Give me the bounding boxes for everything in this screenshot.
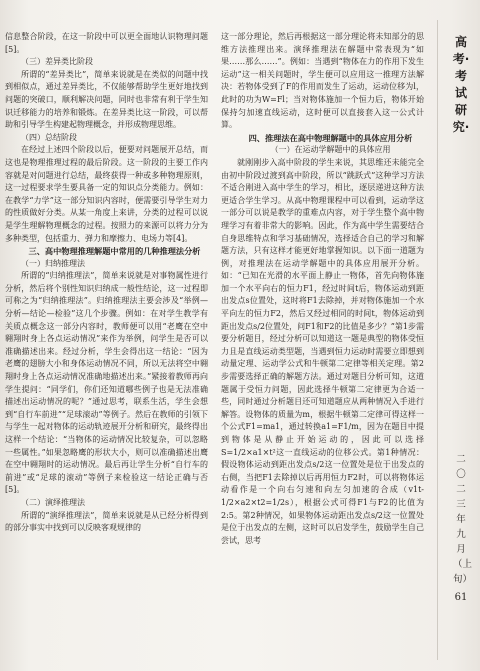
chapter-heading: 三、高中物理推理解题中常用的几种推理法分析 [28,246,201,257]
section-heading: （二）演绎推理法 [21,497,85,507]
issue-date: 二〇二三年九月（上旬） [453,454,473,585]
paragraph: 所谓的“差异类比”，简单来说就是在类似的问题中找到相似点，通过差异类比，不仅能够帮助学生更好地找到问题的突破口，顺利解决问题，同时也非常有利于学生知识迁移能力的培养和锻炼。在差异类比这一阶段，可以帮助和引导学生构建起物理概念，并形成物理思维。 [5,69,208,130]
right-column [221,31,424,547]
margin-divider [437,20,438,660]
page-number: 61 [454,592,468,603]
journal-title: 高考·考试研究· [452,35,470,134]
section-heading: （四）总结阶段 [21,132,77,142]
section-heading: （一）归纳推理法 [21,258,85,268]
paragraph: 所谓的“归纳推理法”，简单来说就是对事物属性进行分析，然后将个别性知识归纳成一般性结论，这一过程即可称之为“归纳推理法”。归纳推理法主要会涉及“举例—分析—结论—检验”这几个步骤。例如：在对学生教学有关质点概念这一部分内容时，教师便可以用“老鹰在空中翱翔时身上各点运动情况”来作为举例，问学生是否可以准确描述出来。经过分析，学生会得出这一结论：“因为老鹰的翅膀大小和身体运动情况不同，所以无法将空中翱翔时身上各点运动情况准确地描述出来。”紧接着教师再向学生提问：“同学们，你们还知道哪些例子也是无法准确描述出运动情况的呢？”通过思考，联系生活，学生会想到“自行车前进”“足球滚动”等例子。然后在教师的引领下与学生一起对物体的运动轨迹展开分析和研究，最终得出这样一个结论：“当物体的运动情况比较复杂，可以忽略一些属性。”如果忽略鹰的形状大小，则可以准确描述出鹰在空中翱翔时的运动情况。最后再让学生分析“自行车的前进”或“足球的滚动”等例子来检验这一结论正确与否[5]。 [5,271,208,495]
section-heading: （三）差异类比阶段 [21,57,93,67]
left-column [5,31,208,535]
paragraph: 在经过上述四个阶段以后，便要对问题展开总结，而这也是物理推理过程的最后阶段。这一阶段的主要工作内容就是对问题进行总结，最终获得一种或多种物理原则，这一过程要求学生要具备一定的知识点分类能力。例如：在教学“力学”这一部分知识内容时，便需要引导学生对力的性质做好分类。从某一角度上来讲，分类的过程可以说是学生理解物理概念的过程。按照力的来源可以将力分为多种类型，包括重力、弹力和摩擦力、电场力等[4]。 [5,145,208,243]
chapter-heading: 四、推理法在高中物理解题中的具体应用分析 [248,132,413,143]
paragraph: 这一部分理论，然后再根据这一部分理论将未知部分的思维方法推理出来。演绎推理法在解题中常表现为“如果……那么……”。例如：当遇到“物体在力的作用下发生运动”这一相关问题时，学生便可以应用这一推理方法解决：若物体受到了F的作用而发生了运动，运动位移为l，此时的功为W=Fl；当对物体施加一个恒力后，物体开始保持匀加速直线运动，这时便可以直接套入这一公式计算。 [221,32,424,130]
paragraph: 信息整合阶段，在这一阶段中可以更全面地认识物理问题[5]。 [5,32,208,54]
section-heading: （一）在运动学解题中的具体应用 [270,145,391,155]
paragraph: 所谓的“演绎推理法”，简单来说就是从已经分析得到的部分事实中找到可以反映客观规律的 [5,510,208,533]
side-margin [440,0,480,671]
paragraph: 就刚刚步入高中阶段的学生来说，其思维还未能完全由初中阶段过渡到高中阶段，所以“跳跃式”这种学习方法不适合刚进入高中学生的学习，相比，逐层递进这种方法更适合学生学习。从高中物理课程中可以看到，运动学这一部分可以说是教学的重难点内容，对于学生整个高中物理学习有着非常大的影响。因此，作为高中学生需要结合自身思维特点和学习基础情况，选择适合自己的学习和解题方法，只有这样才能更好地掌握知识。以下面一道题为例，对推理法在运动学解题中的具体应用展开分析。如：“已知在光滑的水平面上静止一物体，首先向物体施加一个水平向右的恒力F1，经过时间t后，物体运动到距出发点s位置处，这时将F1去除掉，并对物体施加一个水平向左的恒力F2，然后又经过相同的时间t，物体运动到距出发点s/2位置处，问F1和F2的比值是多少？”第1步需要分析题目，经过分析可以知道这一题是典型的物体受恒力且是直线运动类型题，当遇到恒力运动时需要立即想到动量定理、运动学公式和牛顿第二定律等相关定理。第2步需要选择正确的解题方法。通过对题目分析可知，这道题属于受恒力问题，因此选择牛顿第二定律更为合适一些，同时通过分析题目还可知道题应从两种情况入手进行解答。设物体的质量为m，根据牛顿第二定律可得这样一个公式F1=ma1，通过转换a1=F1/m，因为在题目中提到物体是从静止开始运动的，因此可以选择S=1/2×a1×t²这一直线运动的位移公式。第1种情况：假设物体运动到距出发点s/2这一位置处是位于出发点的右侧，当把F1去除掉以后再用恒力F2时，可以将物体运动看作是一个向右匀速和向左匀加速的合成（v1t-1/2×a2×t2=1/2s），根据公式可得F1与F2的比值为2:5。第2种情况，如果物体运动距出发点s/2这一位置处是位于出发点的左侧，这时可以启发学生，鼓励学生自己尝试，思考 [221,157,424,545]
